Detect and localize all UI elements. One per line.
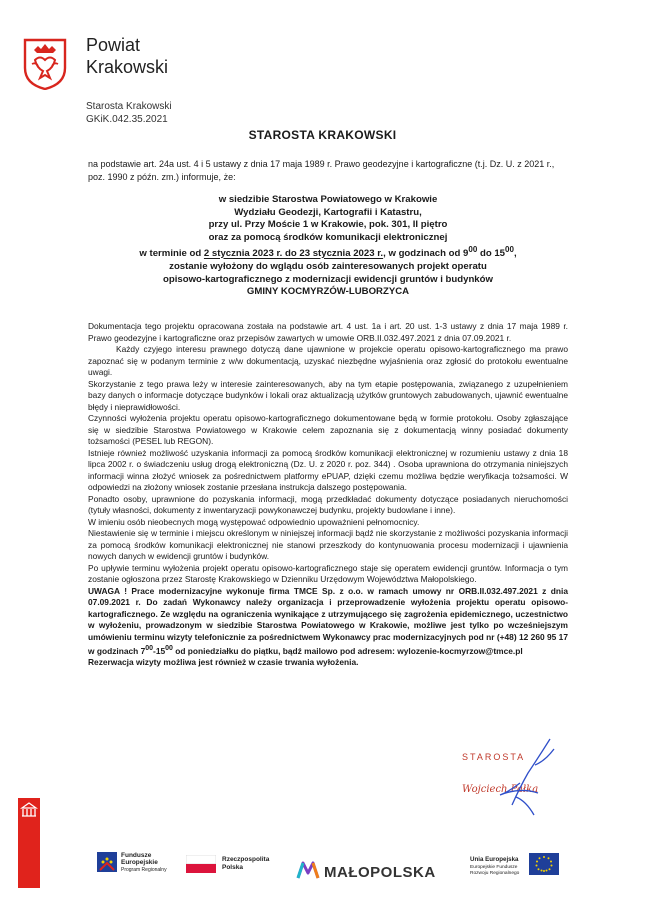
announcement-block bbox=[88, 194, 568, 299]
announcement-line-7: opisowo-kartograficznego z modernizacji ewidencji gruntów i budynków bbox=[163, 273, 493, 285]
paragraph-documents: Ponadto osoby, uprawnione do pozyskania informacji, mogą przedkładać dokumenty dotyczące posiadanych nieruchomości (tytuły własności, dokumenty z inwentaryzacji powykonawczej budynku, projekty budowlane i inne). bbox=[88, 493, 568, 515]
paragraph-electronic: Istnieje również możliwość uzyskania informacji za pomocą środków komunikacji elektronicznej w rozumieniu ustawy z dnia 18 lipca 2002 r. o świadczeniu usług drogą elektroniczną (Dz. U. z 2020 r. poz. 344) . Osoba uprawniona do otrzymania niniejszych informacji winna złożyć wniosek za pośrednictwem platformy ePUAP, dzięki czemu możliwa będzie weryfikacja tożsamości. W odpowiedzi na złożony wniosek zostanie przesłana instrukcja dalszego postępowania. bbox=[88, 447, 568, 492]
paragraph-after-term: Po upływie terminu wyłożenia projekt operatu opisowo-kartograficznego staje się operatem ewidencji gruntów. Informacja o tym zostanie ogłoszona przez Starostę Krakowskiego w Dzienniku Urzędowym Województwa Małopolskiego. bbox=[88, 562, 568, 584]
intro-paragraph: na podstawie art. 24a ust. 4 i 5 ustawy z dnia 17 maja 1989 r. Prawo geodezyjne i kartograficzne (t.j. Dz. U. z 2021 r., poz. 1990 z późn. zm.) informuje, że: bbox=[88, 159, 555, 182]
announcement-line-3: przy ul. Przy Moście 1 w Krakowie, pok. 301, II piętro bbox=[208, 219, 448, 231]
malopolska-label: MAŁOPOLSKA bbox=[324, 864, 436, 881]
paragraph-protocol: Czynności wyłożenia projektu operatu opisowo-kartograficznego dokumentowane będą w formie protokołu. Osoby zgłaszające się w siedzibie Starostwa Powiatowego w Krakowie celem zapoznania się z dokumentacją winny posiadać dokumenty tożsamości (PESEL lub REGON). bbox=[88, 413, 568, 446]
ue-label-3: Rozwoju Regionalnego bbox=[470, 871, 520, 876]
announcement-line-4: oraz za pomocą środków komunikacji elektronicznej bbox=[208, 231, 448, 243]
brand-name-line1: Powiat bbox=[86, 35, 141, 55]
notice-hour-mid: -15 bbox=[153, 645, 166, 656]
paragraph-interest: Skorzystanie z tego prawa leży w interesie zainteresowanych, aby na tym etapie postępowania, związanego z uzupełnieniem bazy danych o informacje dotyczące budynków i lokali oraz aktualizacją użytków gruntowych zabudowanych, ujawnić ewentualne błędy i nieprawidłowości. bbox=[88, 378, 568, 412]
rp-label-1: Rzeczpospolita bbox=[222, 856, 270, 863]
powiat-krakowski-crest-icon bbox=[22, 38, 68, 90]
notice-hour-end-sup: 00 bbox=[165, 645, 173, 652]
fe-label-1: Fundusze bbox=[121, 852, 152, 859]
fe-label-2: Europejskie bbox=[121, 859, 158, 866]
term-suffix: , w godzinach od 9 bbox=[383, 248, 469, 260]
handwritten-signature-icon bbox=[490, 735, 560, 820]
term-hours-mid: do 15 bbox=[477, 248, 506, 260]
eu-flag-icon bbox=[529, 853, 559, 875]
term-prefix: w terminie od bbox=[139, 248, 204, 260]
office-name: Starosta Krakowski bbox=[86, 101, 172, 112]
paragraph-absence: Niestawienie się w terminie i miejscu określonym w niniejszej informacji bądź nie skorzystanie z możliwości pozyskania informacji za pomocą środków komunikacji elektronicznej nie stanowi przeszkody do kontynuowania procesu modernizacji i ujawnienia nowych danych w ewidencji gruntów i budynków. bbox=[88, 528, 568, 561]
notice-text: UWAGA ! Prace modernizacyjne wykonuje firma TMCE Sp. z o.o. w ramach umowy nr ORB.II.032.497.2021 z dnia 07.09.2021 r. Do zadań Wykonawcy należy organizacja i przeprowadzenie wyłożenia projektu operatu opisowo-kartograficznego. Ze względu na ograniczenia wynikające z utrzymującego się zagrożenia epidemicznego, uczestnictwo w wyłożeniu, prowadzonym w siedzibie Starostwa Powiatowego w Krakowie, możliwe jest tylko po wcześniejszym umówieniu terminu wizyty telefonicznie za pośrednictwem Wykonawcy prac modernizacyjnych pod nr (+48) 12 260 95 17 w godzinach 7 bbox=[88, 585, 568, 656]
term-end: , bbox=[513, 248, 517, 260]
signatory-name: Wojciech Pałka bbox=[462, 784, 539, 795]
brand-name-line2: Krakowski bbox=[86, 57, 169, 77]
announcement-term-line bbox=[88, 244, 568, 261]
hour-end-sup: 00 bbox=[505, 245, 514, 255]
paragraph-proxies: W imieniu osób nieobecnych mogą występować odpowiednio upoważnieni pełnomocnicy. bbox=[88, 516, 420, 527]
announcement-line-2: Wydziału Geodezji, Kartografii i Katastru, bbox=[234, 206, 422, 218]
term-dates: 2 stycznia 2023 r. do 23 stycznia 2023 r. bbox=[203, 248, 384, 260]
document-reference: GKiK.042.35.2021 bbox=[86, 114, 168, 125]
document-body bbox=[88, 321, 568, 669]
notice-hour-start-sup: 00 bbox=[145, 645, 154, 652]
ue-label-2: Europejskie Fundusze bbox=[470, 865, 518, 870]
paragraph-reservation: Rezerwacja wizyty możliwa jest również w czasie trwania wyłożenia. bbox=[88, 657, 359, 668]
paragraph-documentation: Dokumentacja tego projektu opracowana została na podstawie art. 4 ust. 1a i art. 20 ust. 1-3 ustawy z dnia 17 maja 1989 r. Prawo geodezyjne i kartograficzne oraz przepisów zawartych w umowie ORB.II.032.497.2021 z dnia 07.09.2021 r. bbox=[88, 321, 568, 343]
announcement-line-8: GMINY KOCMYRZÓW-LUBORZYCA bbox=[246, 286, 410, 298]
stamp-text: STAROSTA bbox=[462, 752, 526, 762]
ue-label-1: Unia Europejska bbox=[470, 856, 519, 863]
malopolska-logo-icon bbox=[296, 860, 320, 880]
paragraph-notice bbox=[88, 586, 568, 658]
polish-flag-icon bbox=[186, 855, 216, 873]
fe-label-3: Program Regionalny bbox=[121, 867, 167, 873]
european-funds-icon bbox=[96, 851, 118, 873]
paragraph-right-to-review: Każdy czyjego interesu prawnego dotyczą dane ujawnione w projekcie operatu opisowo-kartograficznego ma prawo zapoznać się w podanym terminie z w/w dokumentacją, uzyskać niezbędne wyjaśnienia oraz zgłosić do protokołu ewentualne uwagi. bbox=[88, 344, 568, 377]
announcement-line-6: zostanie wyłożony do wglądu osób zainteresowanych projekt operatu bbox=[169, 261, 487, 273]
hour-start-sup: 00 bbox=[468, 245, 478, 255]
announcement-line-1: w siedzibie Starostwa Powiatowego w Krakowie bbox=[218, 194, 438, 205]
document-title: STAROSTA KRAKOWSKI bbox=[248, 128, 397, 142]
notice-contact: od poniedziałku do piątku, bądź mailowo pod adresem: wylozenie-kocmyrzow@tmce.pl bbox=[172, 645, 523, 656]
starostwo-building-icon bbox=[20, 800, 38, 818]
rp-label-2: Polska bbox=[222, 864, 243, 871]
